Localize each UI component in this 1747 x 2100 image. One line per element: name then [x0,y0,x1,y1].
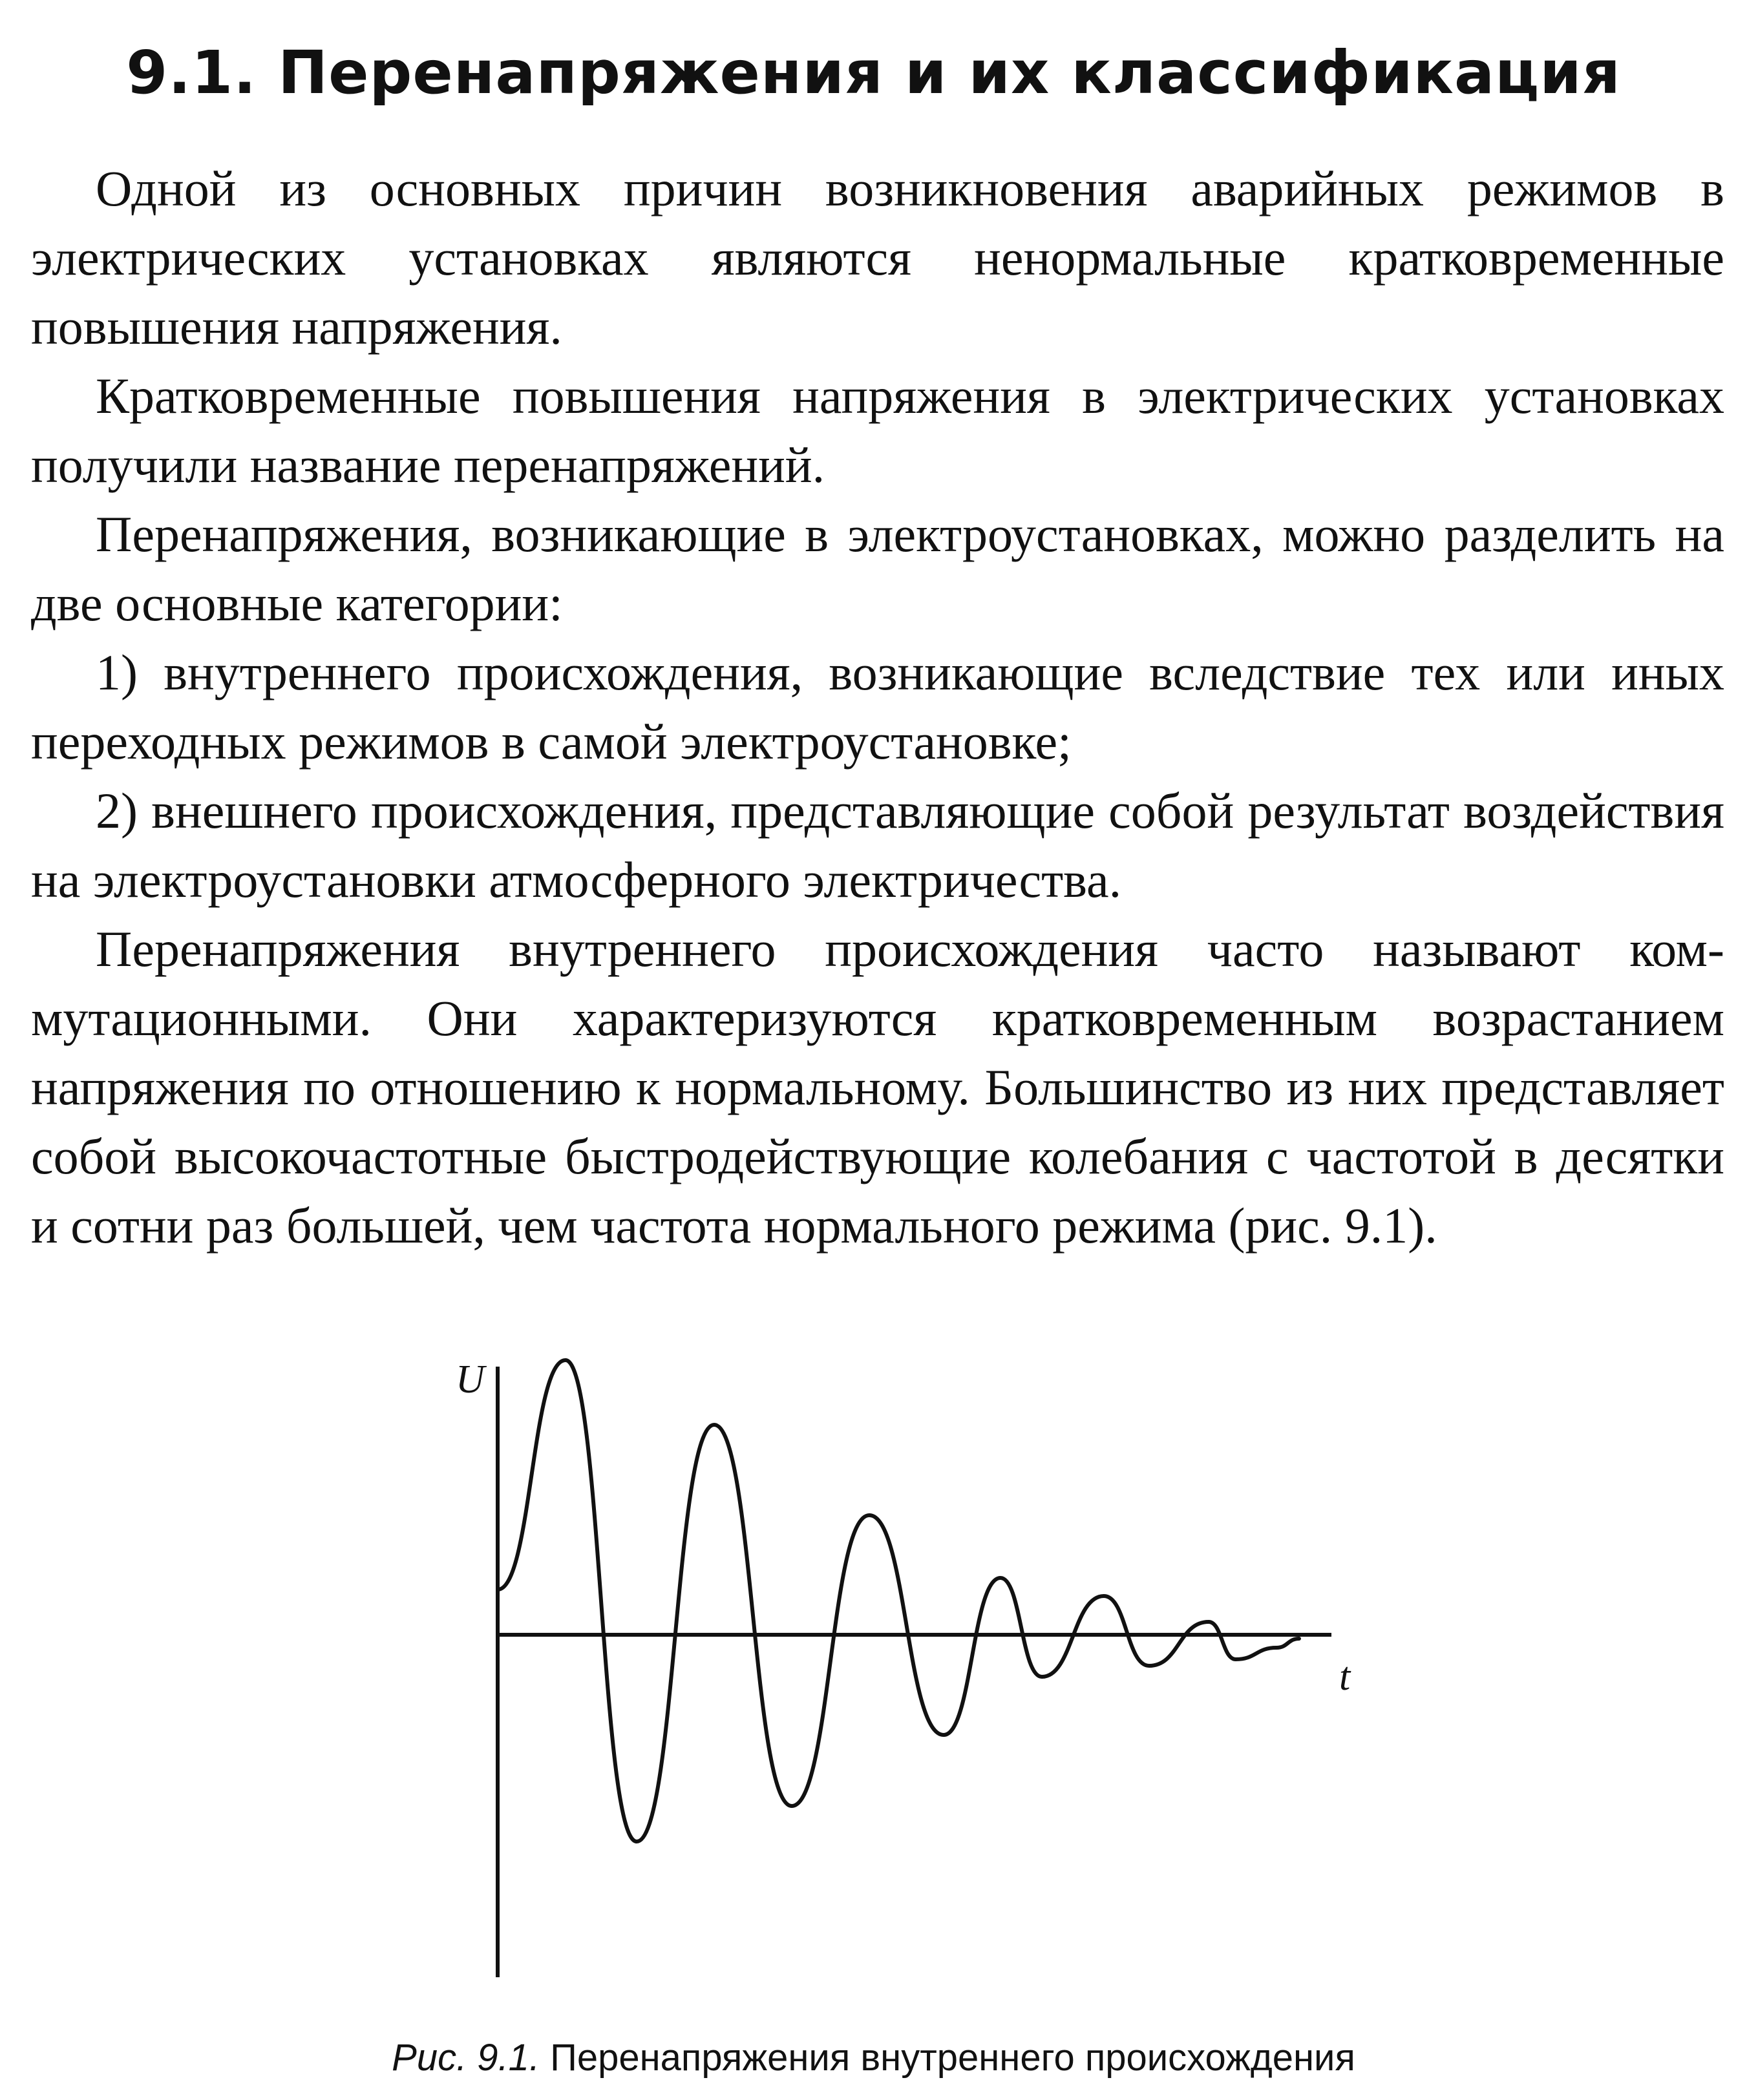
x-axis-label: t [1339,1655,1351,1699]
y-axis-label: U [456,1358,485,1402]
paragraph-1: Одной из основных причин возникновения аварийных режимов в электрических установках являются ненормальные кратковременные повышения напряжения. [31,160,1724,355]
figure-9-1 [0,1331,1747,2094]
caption-number: Рис. 9.1. [392,2037,540,2079]
section-title: 9.1. Перенапряжения и их классификация [126,38,1621,107]
oscillation-diagram [0,1331,1747,2094]
figure-caption [0,2035,1747,2081]
paragraph-3: Перенапряжения, возникающие в электроустановках, можно разделить на две основные категории: [31,506,1724,631]
paragraph-2: Кратковременные повышения напряжения в электрических установках получили название перенапряжений. [31,368,1724,493]
list-item-1: 1) внутреннего происхождения, возникающие вследствие тех или иных переходных режимов в самой электроустановке; [31,644,1724,770]
paragraph-4: Перенапряжения внутреннего происхождения часто называют коммутационными. Они характеризуются кратковременным возрастанием напряжения по отношению к нормальному. Большинство из них представляет собой высокочастотные быстродействующие колебания с частотой в десятки и сотни раз большей, чем частота нормального режима (рис. 9.1). [31,921,1724,1254]
list-item-2: 2) внешнего происхождения, представляющие собой результат воздействия на электроустановки атмосферного электричества. [31,782,1724,908]
body-text [31,154,1724,1260]
damped-oscillation-curve [498,1360,1299,1842]
caption-text: Перенапряжения внутреннего происхождения [540,2037,1355,2079]
